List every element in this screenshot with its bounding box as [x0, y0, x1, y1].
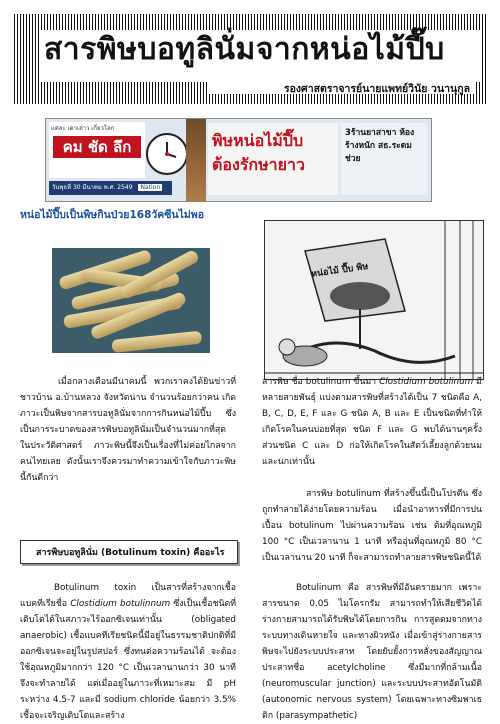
paragraph-text: Botulinum toxin เป็นสารที่สร้างจากเชื้อแบคทีเรียชื่อ [20, 583, 236, 609]
species-name: Clostidium botulinum [379, 377, 474, 387]
newspaper-side-text: 3ร้านยาสาขา ห้องร้างหนัก สธ.ระดมช่วย [341, 123, 427, 195]
newspaper-headline: พิษหน่อไม้ปี๊บ ต้องรักษายาว [208, 123, 338, 195]
editorial-cartoon [264, 220, 484, 380]
toxin-types-paragraph [262, 374, 482, 470]
danger-paragraph: Botulinum คือ สารพิษที่มีอันตรายมาก เพราะสารขนาด 0.05 ไมโครกรัม สามารถทำให้เสียชีวิตได้ ร่างกายสามารถได้รับพิษได้โดยการกิน การสูดดมจากทางระบบทางเดินหายใจ และทางผิวหนัง เมื่อเข้าสู่ร่างกายสารพิษจะไปยังระบบประสาท โดยยับยั้งการหลั่งของสัญญาณประสาทชื่อ acetylcholine ซึ่งมีมากที่กล้ามเนื้อ (neuromuscular junction) และระบบประสาทอัตโนมัติ (autonomic nervous system) โดยเฉพาะทางซิมพาเธติก (parasympathetic) [262, 583, 482, 721]
section-heading: สารพิษบอทูลินั่ม (Botulinum toxin) คืออะไร [36, 548, 225, 558]
bamboo-shoot [111, 331, 202, 353]
heat-paragraph: สารพิษ botulinum ที่สร้างขึ้นนี้เป็นโปรตีน ซึ่งถูกทำลายได้ง่ายโดยความร้อน เมื่อนำอาหารที่มีการปนเปื้อน botulinum ไปผ่านความร้อน เช่น ต้มที่อุณหภูมิ 100 °C เป็นเวลานาน 1 นาที หรืออุ่นที่อุณหภูมิ 80 °C เป็นเวลานาน 20 นาที ก็จะสามารถทำลายสารพิษชนิดนี้ได้ [262, 489, 482, 563]
paragraph-text: มีหลายสายพันธุ์ แบ่งตามสารพิษที่สร้างได้เป็น 7 ชนิดคือ A, B, C, D, E, F และ G ชนิด A, B และ E เป็นชนิดที่ทำให้เกิดโรคในคนบ่อยที่สุด ชนิด F และ G พบได้นานๆครั้ง ส่วนชนิด C และ D ก่อให้เกิดโรคในสัตว์เลี้ยงลูกด้วยนมและนกเท่านั้น [262, 377, 482, 467]
paragraph-text: สารพิษ ชื่อ botulinum ขึ้นมา [262, 377, 380, 387]
newspaper-clipping [45, 118, 432, 202]
newspaper-logo [49, 122, 145, 178]
photo-caption: หน่อไม้ปี๊บเป็นพิษกินป่วย168วัคซีนไม่พอ [20, 209, 205, 221]
newspaper-date [49, 181, 172, 195]
cartoon-sign-text: หน่อไม้ ปี๊บ พิษ [310, 261, 369, 280]
masthead: คม ชัด ลึก [53, 136, 141, 158]
masthead-small-text: แต่ละ เดาเล่าว เกี่ยวโลก [51, 125, 115, 132]
clock-icon [146, 133, 188, 175]
species-name: Clostidium botulinnum [70, 599, 171, 609]
paragraph-text: ซึ่งเป็นเชื้อชนิดที่เติบโตได้ในสภาวะไร้ออกซิเจนเท่านั้น (obligated anaerobic) เชื้อแบคทีเรียชนิดนี้มีอยู่ในธรรมชาติปกติที่มีออกซิเจนจะอยู่ในรูปสปอร์ ซึ่งทนต่อความร้อนได้ จะต้องใช้อุณหภูมิมากกว่า 120 °C เป็นเวลานานกว่า 30 นาที จึงจะทำลายได้ แต่เมื่ออยู่ในภาวะที่เหมาะสม มี pH ระหว่าง 4.5-7 และมี sodium chloride น้อยกว่า 3.5% เชื้อจะเจริญเติบโตและสร้าง [20, 599, 236, 721]
newspaper-photo [186, 119, 206, 201]
bamboo-shoots-photo [52, 248, 210, 353]
intro-paragraph: เมื่อกลางเดือนมีนาคมนี้ พวกเราคงได้ยินข่าวที่ชาวบ้าน อ.บ้านหลวง จังหวัดน่าน จำนวนร้อยกว่าคน เกิดภาวะเป็นพิษจากสารบอทูลินั่มจากการกินหน่อไม้ปี๊บ ซึ่งเป็นการระบาดของสารพิษบอทูลินั่มเป็นจำนวนมากที่สุดในประวัติศาสตร์ ภาวะพิษนี้จึงเป็นเรื่องที่ไม่ค่อยไกลจากคนไทยเลย ดังนั้นเราจึงควรมาทำความเข้าใจกับภาวะพิษนี้กันดีกว่า [20, 377, 236, 483]
article-title: สารพิษบอทูลินั่มจากหน่อไม้ปี๊บ [44, 32, 445, 67]
newspaper-date-text: วันพุธที่ 30 มีนาคม พ.ศ. 2549 [52, 184, 133, 191]
brand-tag: Nation [140, 184, 161, 191]
botulinum-paragraph [20, 580, 236, 724]
author-line: รองศาสตราจารย์นายแพทย์วินัย วนานุกูล [208, 80, 474, 94]
